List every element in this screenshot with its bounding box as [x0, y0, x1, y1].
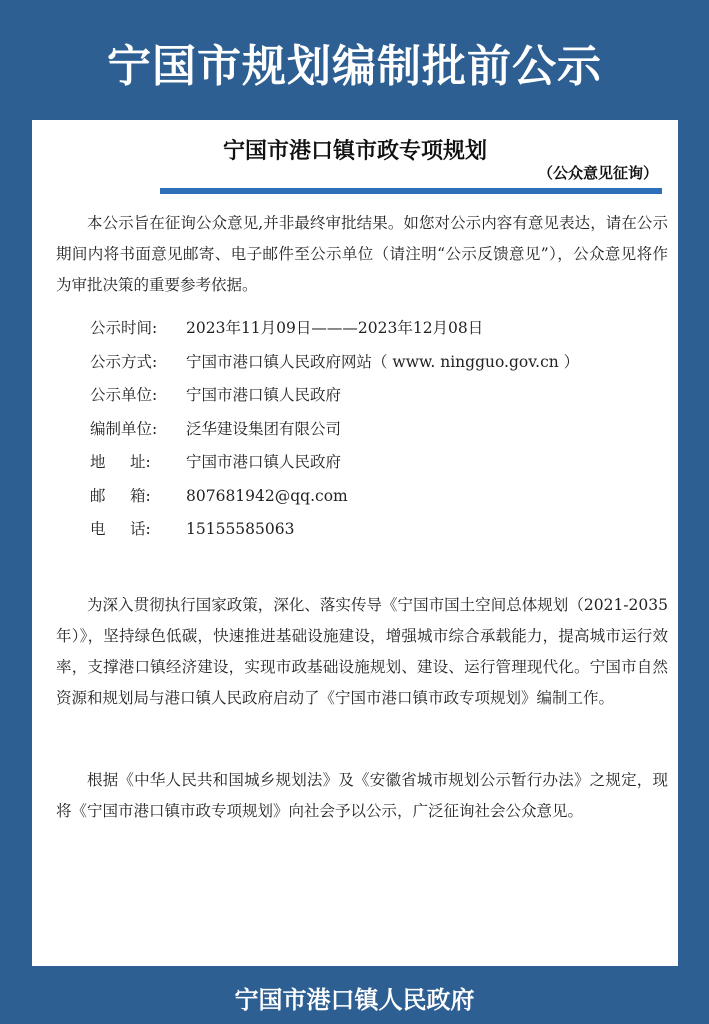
info-value: 宁国市港口镇人民政府网站（ www. ningguo.gov.cn ）	[186, 352, 580, 371]
info-value: 2023年11月09日———2023年12月08日	[186, 319, 484, 337]
notice-card	[32, 120, 678, 966]
footer-organization: 宁国市港口镇人民政府	[234, 986, 475, 1014]
info-label-part: 话:	[130, 520, 151, 538]
info-row-publisher	[90, 379, 670, 413]
info-label-part: 邮	[90, 486, 106, 505]
body-paragraph-background: 为深入贯彻执行国家政策，深化、落实传导《宁国市国土空间总体规划（2021-2035 年）》，坚持绿色低碳，快速推进基础设施建设，增强城市综合承载能力，提高城市运行效率，支撑港口镇经济建设，实现市政基础设施规划、建设、运行管理现代化。宁国市自然资源和规划局与港口镇人民政府启动了《宁国市港口镇市政专项规划》编制工作。	[56, 596, 668, 707]
info-label	[90, 446, 186, 480]
info-row-email	[90, 480, 670, 514]
title-divider	[160, 188, 662, 194]
info-row-method	[90, 346, 670, 380]
info-row-phone	[90, 513, 670, 547]
page-header-title: 宁国市规划编制批前公示	[107, 41, 602, 92]
info-value: 15155585063	[186, 520, 295, 538]
info-value: 807681942@qq.com	[186, 486, 348, 505]
info-label: 公示单位:	[90, 386, 158, 404]
document-title: 宁国市港口镇市政专项规划	[222, 138, 487, 164]
info-label	[90, 480, 186, 514]
info-label: 公示时间:	[90, 319, 158, 337]
info-value: 宁国市港口镇人民政府	[186, 386, 342, 404]
intro-paragraph: 本公示旨在征询公众意见,并非最终审批结果。如您对公示内容有意见表达，请在公示期间内将书面意见邮寄、电子邮件至公示单位（请注明“公示反馈意见”），公众意见将作为审批决策的重要参考依据。	[56, 214, 668, 294]
info-label-part: 址:	[130, 453, 151, 471]
info-label: 编制单位:	[90, 419, 158, 438]
info-label-part: 箱:	[130, 486, 151, 505]
document-subtitle: （公众意见征询）	[537, 164, 658, 182]
info-row-compiler	[90, 413, 670, 447]
info-list	[90, 312, 670, 547]
info-label-part: 电	[90, 520, 106, 538]
info-label: 公示方式:	[90, 352, 158, 371]
info-label	[90, 513, 186, 547]
info-row-time	[90, 312, 670, 346]
info-row-address	[90, 446, 670, 480]
info-value: 泛华建设集团有限公司	[186, 419, 342, 438]
info-value: 宁国市港口镇人民政府	[186, 453, 342, 471]
body-paragraph-basis: 根据《中华人民共和国城乡规划法》及《安徽省城市规划公示暂行办法》之规定，现将《宁国市港口镇市政专项规划》向社会予以公示，广泛征询社会公众意见。	[56, 771, 668, 820]
info-label-part: 地	[90, 453, 106, 471]
